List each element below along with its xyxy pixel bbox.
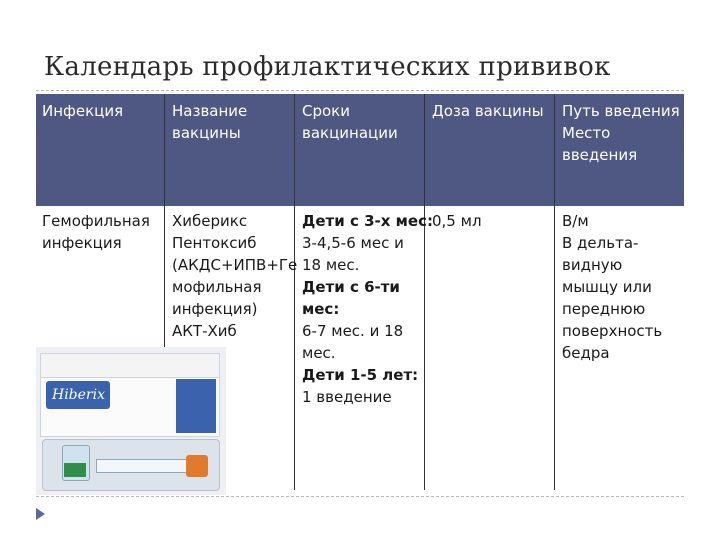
header-route-line: Путь введения xyxy=(562,102,680,120)
cell-line: инфекция xyxy=(42,234,122,252)
cell-infection xyxy=(42,210,150,254)
header-route-line: Место xyxy=(562,124,611,142)
cell-line: 0,5 мл xyxy=(432,212,482,230)
cell-line: 18 мес. xyxy=(302,256,360,274)
cell-line: АКТ-Хиб xyxy=(172,322,237,340)
cell-line: Дети с 6-ти xyxy=(302,278,400,296)
package-box-top xyxy=(40,353,220,379)
cell-line: переднюю xyxy=(562,300,646,318)
cell-line: Гемофильная xyxy=(42,212,150,230)
cell-line: (АКДС+ИПВ+Ге xyxy=(172,256,298,274)
header-timing-line: Сроки xyxy=(302,102,350,120)
cell-line: В дельта- xyxy=(562,234,639,252)
title-divider xyxy=(36,90,684,92)
cell-line: Дети с 3-х мес: xyxy=(302,212,433,230)
bottom-divider xyxy=(36,496,684,498)
cell-dose xyxy=(432,210,482,232)
cell-line: В/м xyxy=(562,212,589,230)
column-divider xyxy=(554,94,555,490)
header-infection-label: Инфекция xyxy=(42,102,124,120)
cell-vaccine-name xyxy=(172,210,297,342)
cell-line: видную xyxy=(562,256,623,274)
bullet-arrow-icon xyxy=(36,508,45,520)
header-route-line: введения xyxy=(562,146,638,164)
header-timing xyxy=(302,100,398,144)
header-route xyxy=(562,100,680,166)
package-brand-label: Hiberix xyxy=(52,387,105,403)
cell-line: Пентоксиб xyxy=(172,234,257,252)
package-stripe xyxy=(176,379,216,433)
cell-line: инфекция) xyxy=(172,300,258,318)
header-timing-line: вакцинации xyxy=(302,124,398,142)
cell-line: мес. xyxy=(302,344,336,362)
vaccine-package-photo xyxy=(36,347,226,495)
header-dose-label: Доза вакцины xyxy=(432,102,544,120)
cell-line: мофильная xyxy=(172,278,262,296)
header-infection xyxy=(42,100,123,122)
header-vaccine-name xyxy=(172,100,247,144)
cell-line: мес: xyxy=(302,300,340,318)
cell-route xyxy=(562,210,662,364)
cell-line: поверхность xyxy=(562,322,663,340)
syringe-cap-icon xyxy=(186,455,208,477)
header-dose xyxy=(432,100,544,122)
header-vaccine-name-line: вакцины xyxy=(172,124,241,142)
header-vaccine-name-line: Название xyxy=(172,102,248,120)
cell-line: бедра xyxy=(562,344,610,362)
cell-line: мышцу или xyxy=(562,278,652,296)
vial-cap-icon xyxy=(64,463,86,477)
slide-title: Календарь профилактических прививок xyxy=(44,52,611,82)
cell-line: 3-4,5-6 мес и xyxy=(302,234,404,252)
cell-timing xyxy=(302,210,433,408)
cell-line: Дети 1-5 лет: xyxy=(302,366,419,384)
cell-line: 6-7 мес. и 18 xyxy=(302,322,404,340)
syringe-icon xyxy=(96,459,188,473)
cell-line: Хиберикс xyxy=(172,212,248,230)
cell-line: 1 введение xyxy=(302,388,392,406)
